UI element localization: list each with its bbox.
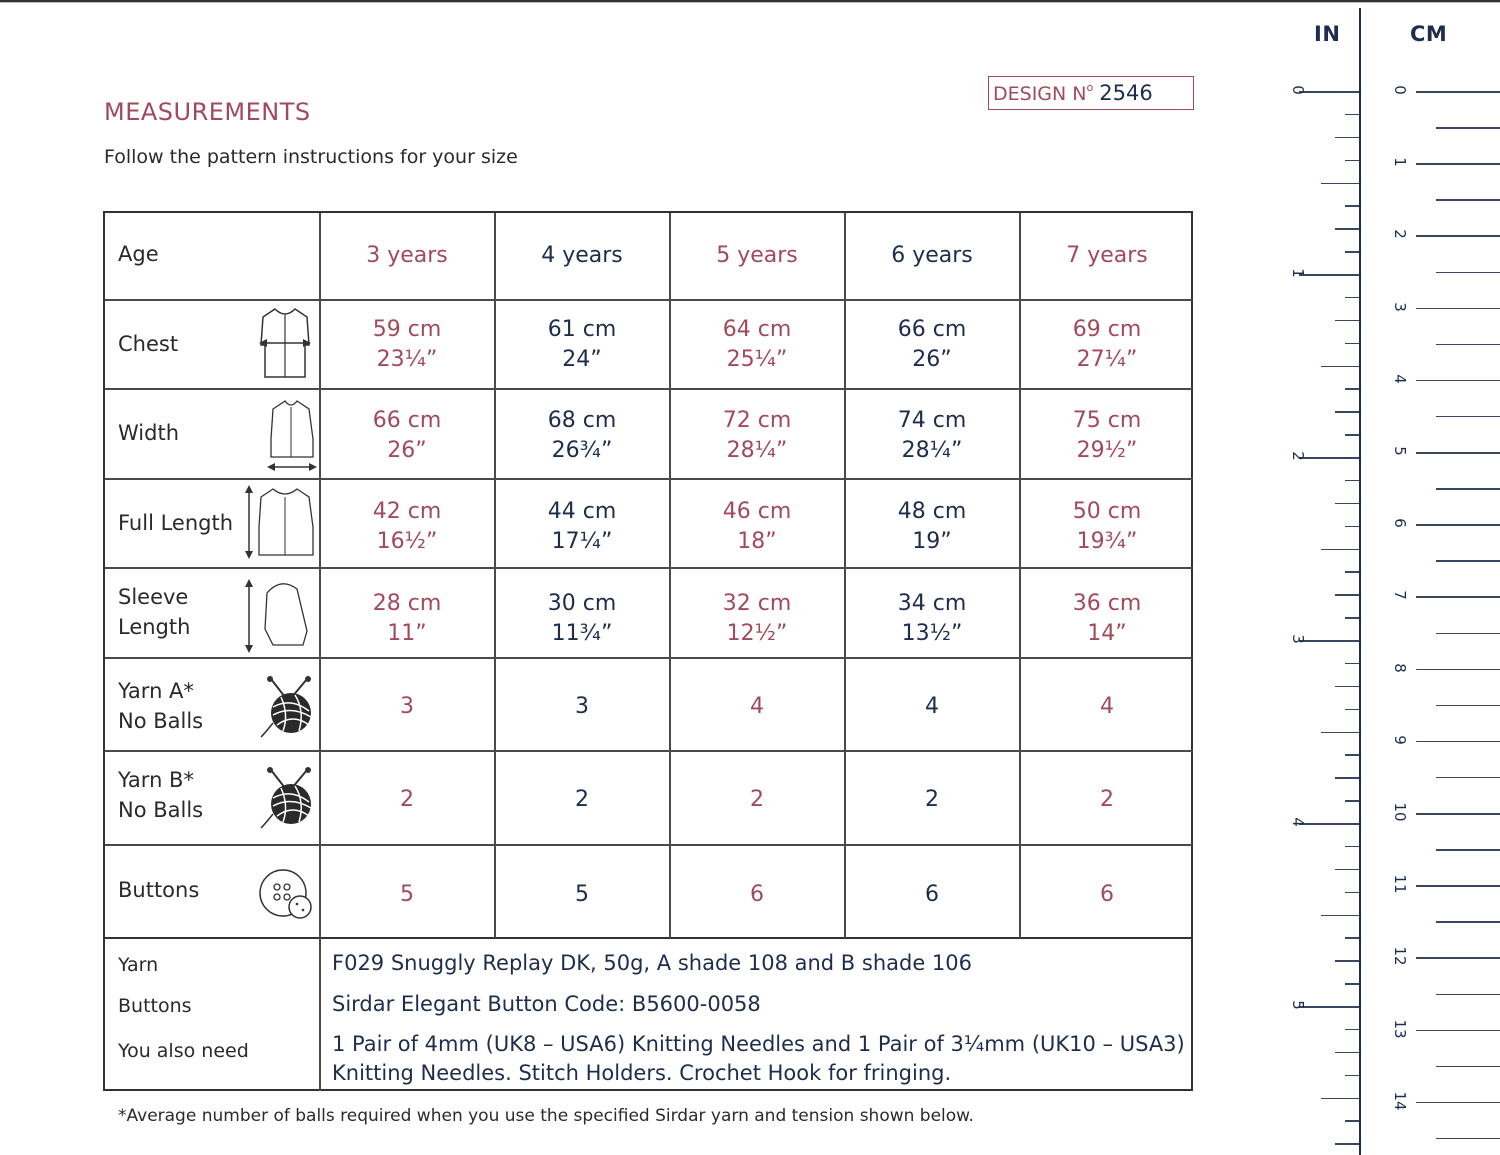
cell-yarn-a-4: 3 [575,694,589,719]
ruler-tick [1345,1075,1359,1077]
ruler-cm-number: 8 [1391,662,1409,673]
info-buttons-code: B5600-0058 [631,992,761,1016]
cell-sleeve-4-in: 11¾” [551,621,613,646]
ruler-tick [1299,1006,1359,1008]
cell-buttons-3: 5 [400,882,414,907]
footnote: *Average number of balls required when you use the specified Sirdar yarn and tension shown below. [118,1106,974,1126]
ruler-tick [1436,705,1500,707]
cell-length-4-in: 17¼” [551,529,613,554]
ruler-tick [1436,344,1500,346]
info-need-text-line1: 1 Pair of 4mm (UK8 – USA6) Knitting Needles and 1 Pair of 3¼mm (UK10 – USA3) [332,1032,1185,1056]
ruler-tick [1436,272,1500,274]
ruler-tick [1299,91,1359,93]
row-label-yarn-a-line1: Yarn A* [118,679,194,703]
cell-sleeve-5-in: 12½” [726,621,788,646]
ruler-tick [1416,308,1500,310]
row-divider [105,937,1193,939]
ruler-tick [1345,617,1359,619]
ruler-tick [1345,983,1359,985]
ruler-tick [1299,457,1359,459]
cell-length-3-cm: 42 cm [372,499,442,524]
ruler-tick [1345,1029,1359,1031]
ruler-tick [1321,732,1359,734]
info-label-also-need: You also need [118,1040,249,1062]
page-title: MEASUREMENTS [104,98,311,126]
cell-chest-3-cm: 59 cm [372,317,442,342]
info-label-buttons: Buttons [118,995,192,1017]
ruler-inch-number: 2 [1289,451,1307,461]
row-label-yarn-b-line1: Yarn B* [118,768,194,792]
cell-chest-6-cm: 66 cm [897,317,967,342]
cell-sleeve-6-in: 13½” [901,621,963,646]
cell-sleeve-4-cm: 30 cm [547,591,617,616]
ruler-tick [1416,957,1500,959]
length-measure-icon [241,483,317,561]
row-divider [105,750,1193,752]
cell-length-7-in: 19¾” [1076,529,1138,554]
ruler-tick [1436,416,1500,418]
info-need-text-line2: Knitting Needles. Stitch Holders. Crochet Hook for fringing. [332,1061,952,1085]
ruler-tick [1416,885,1500,887]
cell-chest-7-cm: 69 cm [1072,317,1142,342]
cell-buttons-4: 5 [575,882,589,907]
ruler-tick [1335,411,1359,413]
cell-length-3-in: 16½” [376,529,438,554]
ruler-tick [1436,777,1500,779]
ruler-tick [1345,343,1359,345]
info-yarn-text: F029 Snuggly Replay DK, 50g, A shade 108 and B shade 106 [332,951,973,975]
ruler-tick [1321,1098,1359,1100]
ruler-tick [1436,127,1500,129]
cell-width-5-in: 28¼” [726,438,788,463]
ruler-inch-number: 3 [1289,634,1307,644]
cell-age-6: 6 years [891,243,973,268]
ruler-tick [1345,434,1359,436]
ruler-tick [1335,1143,1359,1145]
ruler-tick [1436,994,1500,996]
ruler-inch-number: 1 [1289,268,1307,278]
cell-buttons-7: 6 [1100,882,1114,907]
ruler-cm-number: 4 [1391,374,1409,384]
cell-age-5: 5 years [716,243,798,268]
ruler-tick [1345,571,1359,573]
sleeve-measure-icon [241,575,311,655]
design-label-sup: o [1086,81,1094,94]
ruler-tick [1436,849,1500,851]
ruler-tick [1335,1052,1359,1054]
cell-buttons-6: 6 [925,882,939,907]
cell-length-6-in: 19” [912,529,952,554]
row-divider [105,299,1193,301]
ruler-tick [1345,480,1359,482]
ruler-divider [1359,8,1361,1155]
measurements-table [103,211,1193,1091]
ruler-in-label: IN [1314,22,1341,46]
cell-sleeve-3-in: 11” [387,621,427,646]
ruler-tick [1416,91,1500,93]
ruler-inch-number: 4 [1289,817,1307,827]
cell-width-3-in: 26” [387,438,427,463]
ruler-tick [1345,754,1359,756]
cell-chest-5-cm: 64 cm [722,317,792,342]
cell-width-7-cm: 75 cm [1072,408,1142,433]
ruler-tick [1436,633,1500,635]
row-label-sleeve-line1: Sleeve [118,585,189,609]
button-icon [257,867,315,923]
yarn-ball-icon [259,766,317,830]
cell-chest-7-in: 27¼” [1076,347,1138,372]
ruler-tick [1436,921,1500,923]
ruler-tick [1321,183,1359,185]
cell-length-6-cm: 48 cm [897,499,967,524]
ruler-tick [1345,526,1359,528]
ruler-cm-number: 14 [1391,1091,1409,1111]
ruler-tick [1345,709,1359,711]
cell-width-6-in: 28¼” [901,438,963,463]
ruler-tick [1436,488,1500,490]
ruler-tick [1436,560,1500,562]
row-label-buttons: Buttons [118,878,200,902]
cell-width-4-cm: 68 cm [547,408,617,433]
ruler-cm-label: CM [1410,22,1448,46]
info-buttons-text [332,992,761,1016]
design-number-box [988,76,1194,110]
cell-chest-4-in: 24” [562,347,602,372]
row-divider [105,388,1193,390]
cell-age-7: 7 years [1066,243,1148,268]
ruler-tick [1321,915,1359,917]
info-label-yarn: Yarn [118,954,159,976]
ruler-tick [1321,549,1359,551]
ruler-cm-number: 12 [1391,946,1409,966]
ruler-tick [1345,846,1359,848]
ruler-tick [1345,1120,1359,1122]
ruler-tick [1416,741,1500,743]
ruler-cm-number: 7 [1391,590,1409,601]
row-label-yarn-a-line2: No Balls [118,709,204,733]
ruler-tick [1335,686,1359,688]
ruler-tick [1345,297,1359,299]
row-label-chest: Chest [118,332,179,356]
ruler-tick [1335,960,1359,962]
ruler-tick [1416,380,1500,382]
ruler-tick [1416,1030,1500,1032]
cell-yarn-b-6: 2 [925,787,939,812]
ruler-tick [1335,503,1359,505]
ruler-tick [1345,663,1359,665]
ruler-inch-number: 0 [1289,85,1307,95]
cell-yarn-a-6: 4 [925,694,939,719]
design-number: 2546 [1099,81,1153,105]
cell-yarn-b-5: 2 [750,787,764,812]
ruler-tick [1335,228,1359,230]
cell-length-5-in: 18” [737,529,777,554]
row-label-full-length: Full Length [118,511,234,535]
ruler-tick [1345,937,1359,939]
ruler-tick [1345,892,1359,894]
ruler-tick [1335,137,1359,139]
ruler-cm-number: 11 [1391,874,1409,894]
cell-sleeve-5-cm: 32 cm [722,591,792,616]
cell-sleeve-7-cm: 36 cm [1072,591,1142,616]
ruler-tick [1436,1066,1500,1068]
ruler-tick [1345,160,1359,162]
cell-yarn-b-3: 2 [400,787,414,812]
cell-length-5-cm: 46 cm [722,499,792,524]
ruler-cm-number: 5 [1391,446,1409,456]
cell-yarn-b-4: 2 [575,787,589,812]
ruler-tick [1299,274,1359,276]
cell-width-6-cm: 74 cm [897,408,967,433]
yarn-ball-icon [259,675,317,739]
ruler-tick [1416,235,1500,237]
ruler-tick [1321,366,1359,368]
ruler-tick [1416,1102,1500,1104]
page-subtitle: Follow the pattern instructions for your size [104,146,518,168]
ruler-cm-number: 6 [1391,518,1409,528]
cell-length-7-cm: 50 cm [1072,499,1142,524]
ruler-tick [1335,869,1359,871]
cell-width-3-cm: 66 cm [372,408,442,433]
cell-age-4: 4 years [541,243,623,268]
cell-length-4-cm: 44 cm [547,499,617,524]
ruler-tick [1299,640,1359,642]
design-label: DESIGN N [993,83,1087,105]
ruler-tick [1436,199,1500,201]
ruler-tick [1335,320,1359,322]
cell-age-3: 3 years [366,243,448,268]
ruler-tick [1436,1138,1500,1140]
width-measure-icon [265,395,317,473]
ruler-tick [1345,251,1359,253]
ruler-tick [1345,114,1359,116]
row-label-yarn-b-line2: No Balls [118,798,204,822]
cell-yarn-a-3: 3 [400,694,414,719]
ruler-cm-number: 10 [1391,802,1409,822]
ruler-tick [1345,205,1359,207]
cell-width-7-in: 29½” [1076,438,1138,463]
ruler-tick [1335,594,1359,596]
cell-yarn-a-5: 4 [750,694,764,719]
ruler-tick [1345,800,1359,802]
row-label-age: Age [118,242,159,266]
ruler-tick [1335,777,1359,779]
cell-yarn-b-7: 2 [1100,787,1114,812]
cell-width-4-in: 26¾” [551,438,613,463]
cell-sleeve-7-in: 14” [1087,621,1127,646]
cell-chest-5-in: 25¼” [726,347,788,372]
cell-chest-4-cm: 61 cm [547,317,617,342]
ruler-tick [1416,452,1500,454]
ruler-cm-number: 2 [1391,229,1409,240]
row-divider [105,567,1193,569]
row-divider [105,844,1193,846]
ruler-cm-number: 0 [1391,85,1409,95]
top-edge-shadow [0,2,1500,3]
row-divider [105,657,1193,659]
ruler-cm-number: 13 [1391,1019,1409,1039]
ruler-cm-number: 1 [1391,157,1409,167]
ruler-tick [1416,596,1500,598]
ruler-inch-number: 5 [1289,1000,1307,1010]
row-label-sleeve-line2: Length [118,615,191,639]
row-label-width: Width [118,421,180,445]
ruler-tick [1345,388,1359,390]
ruler-tick [1416,669,1500,671]
ruler-tick [1416,524,1500,526]
ruler-cm-number: 3 [1391,301,1409,312]
ruler-tick [1416,163,1500,165]
row-divider [105,478,1193,480]
info-buttons-prefix: Sirdar Elegant Button Code: [332,992,632,1016]
cell-buttons-5: 6 [750,882,764,907]
cell-chest-6-in: 26” [912,347,952,372]
cell-yarn-a-7: 4 [1100,694,1114,719]
chest-measure-icon [253,305,317,381]
ruler-tick [1416,813,1500,815]
ruler-cm-number: 9 [1391,735,1409,745]
cell-chest-3-in: 23¼” [376,347,438,372]
cell-sleeve-6-cm: 34 cm [897,591,967,616]
cell-sleeve-3-cm: 28 cm [372,591,442,616]
cell-width-5-cm: 72 cm [722,408,792,433]
ruler-tick [1299,823,1359,825]
